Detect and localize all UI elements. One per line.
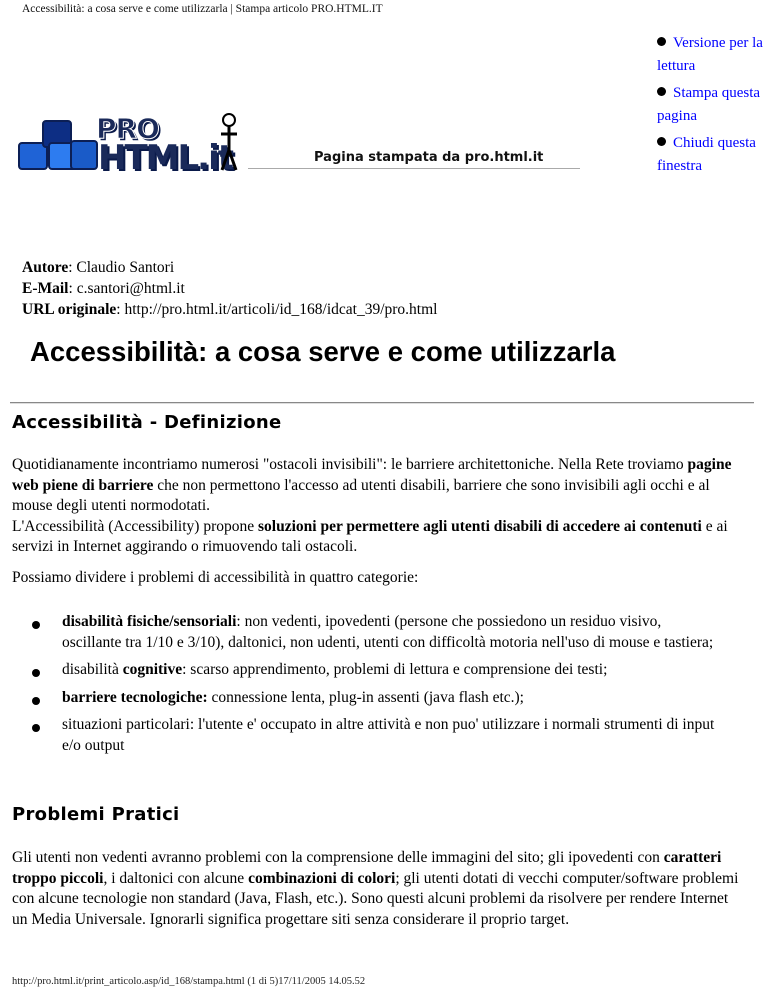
menu-print-page-link[interactable]: Stampa questa pagina — [657, 85, 761, 124]
print-options-menu — [657, 32, 767, 182]
article-meta — [22, 257, 437, 320]
logo-html-text: HTML.it — [98, 138, 232, 178]
bullet-icon — [32, 669, 40, 677]
section-heading-problemi: Problemi Pratici — [12, 804, 180, 825]
page-title: Accessibilità: a cosa serve e come utilizzarla — [30, 336, 616, 367]
printed-by-label: Pagina stampata da pro.html.it — [314, 150, 544, 165]
problems-paragraph: Gli utenti non vedenti avranno problemi con la comprensione delle immagini del sito; gli ipovedenti con caratteri troppo piccoli, i daltonici con alcune combinazioni di colori; gli utenti dotati di vecchi computer/software problemi con alcune tecnologie non standard (Java, Flash, etc.). Sono questi alcuni problemi da risolvere per rendere Internet un Media Universale. Ignorarli significa progettare siti senza considerare il proprio target. — [12, 849, 739, 928]
bullet-icon — [657, 37, 666, 46]
author-name: Claudio Santori — [76, 259, 175, 276]
list-item: barriere tecnologiche: connessione lenta, plug-in assenti (java flash etc.); — [32, 688, 722, 709]
list-item: situazioni particolari: l'utente e' occupato in altre attività e non puo' utilizzare i normali strumenti di input e/o output — [32, 715, 722, 756]
prohtml-logo — [18, 112, 580, 182]
running-header: Accessibilità: a cosa serve e come utilizzarla | Stampa articolo PRO.HTML.IT — [22, 3, 383, 15]
original-url: http://pro.html.it/articoli/id_168/idcat_39/pro.html — [124, 301, 438, 318]
list-item: disabilità fisiche/sensoriali: non vedenti, ipovedenti (persone che possiedono un residuo visivo, oscillante tra 1/10 e 3/10), daltonici, non udenti, utenti con difficoltà motoria nell'uso di mouse e tastiera; — [32, 612, 722, 653]
logo-pro-text: PRO — [96, 112, 159, 145]
bullet-icon — [657, 87, 666, 96]
author-email: c.santori@html.it — [76, 280, 185, 297]
menu-close-window-link[interactable]: Chiudi questa finestra — [657, 135, 756, 174]
print-footer-url: http://pro.html.it/print_articolo.asp/id_168/stampa.html (1 di 5)17/11/2005 14.05.52 — [12, 976, 366, 987]
categories-list — [32, 612, 722, 763]
author-line: Autore: Claudio Santori — [22, 259, 175, 276]
bullet-icon — [657, 137, 666, 146]
definition-paragraph: Quotidianamente incontriamo numerosi "ostacoli invisibili": le barriere architettoniche. Nella Rete troviamo pagine web piene di barriere che non permettono l'accesso ad utenti disabili, barriere che sono invisibili agli occhi e al mouse degli utenti normodotati. L'Accessibilità (Accessibility) propone soluzioni per permettere agli utenti disabili di accedere ai contenuti e ai servizi in Internet aggirando o rimuovendo tali ostacoli. — [12, 456, 732, 555]
bullet-icon — [32, 697, 40, 705]
menu-reader-version-link[interactable]: Versione per la lettura — [657, 35, 763, 74]
list-item: disabilità cognitive: scarso apprendimento, problemi di lettura e comprensione dei testi; — [32, 660, 722, 681]
bullet-icon — [32, 621, 40, 629]
url-line: URL originale: http://pro.html.it/articoli/id_168/idcat_39/pro.html — [22, 301, 438, 318]
categories-intro: Possiamo dividere i problemi di accessibilità in quattro categorie: — [12, 569, 419, 586]
title-divider — [10, 402, 754, 404]
email-line: E-Mail: c.santori@html.it — [22, 280, 185, 297]
header-divider — [248, 168, 580, 169]
bullet-icon — [32, 724, 40, 732]
mascot-figure-icon — [216, 112, 242, 174]
logo-square-4 — [70, 140, 98, 170]
section-heading-definizione: Accessibilità - Definizione — [12, 412, 282, 433]
